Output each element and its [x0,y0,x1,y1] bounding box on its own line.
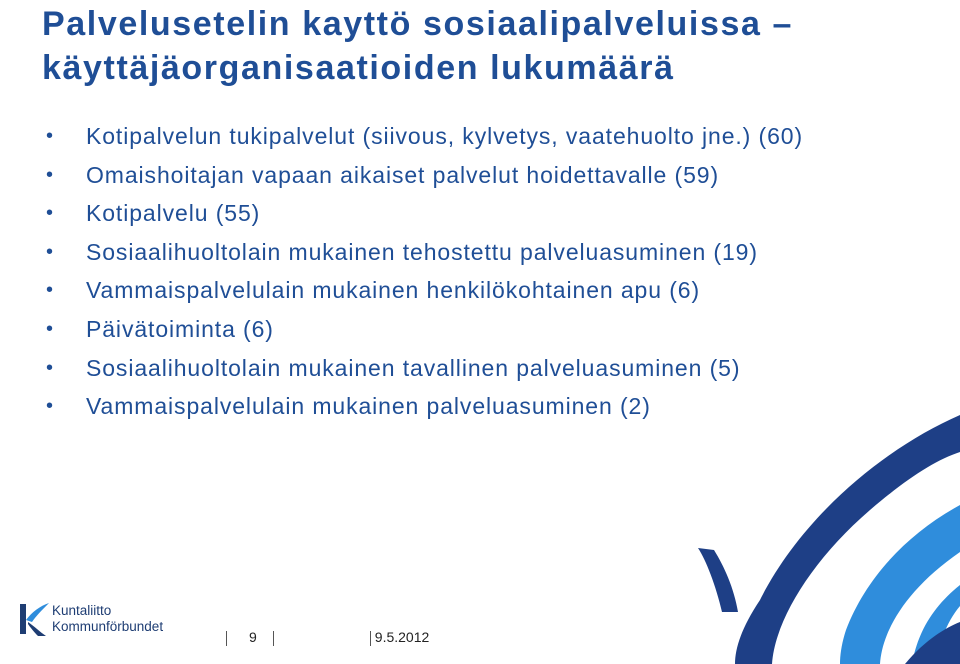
kuntaliitto-logo-icon [16,600,52,640]
bullet-item: • Vammaispalvelulain mukainen palveluasuminen (2) [46,387,906,426]
swoosh-dark-band [735,415,960,664]
swoosh-dark-tail [698,548,738,612]
page-number: 9 [249,629,257,645]
slide-footer [226,627,429,647]
logo-wordmark [52,603,163,635]
bullet-item: • Päivätoiminta (6) [46,310,906,349]
bullet-item: • Kotipalvelun tukipalvelut (siivous, kylvetys, vaatehuolto jne.) (60) [46,117,906,156]
organization-logo [16,600,196,644]
swoosh-light-band [840,505,960,664]
logo-line-swedish: Kommunförbundet [52,619,164,634]
bullet-list [46,117,906,426]
swoosh-light-thin [912,585,960,664]
swoosh-dark-base [905,622,960,664]
bullet-item: • Sosiaalihuoltolain mukainen tehostettu palveluasuminen (19) [46,233,906,272]
slide-title: Palvelusetelin kayttö sosiaalipalveluissa – käyttäjäorganisaatioiden lukumäärä [42,5,794,87]
bullet-item: • Kotipalvelu (55) [46,194,906,233]
bullet-item: • Omaishoitajan vapaan aikaiset palvelut hoidettavalle (59) [46,156,906,195]
logo-line-finnish: Kuntaliitto [52,603,112,618]
footer-divider [273,631,274,646]
slide-date: 9.5.2012 [374,629,430,645]
bullet-item: • Sosiaalihuoltolain mukainen tavallinen palveluasuminen (5) [46,349,906,388]
footer-divider [226,631,227,646]
footer-divider [370,631,371,646]
bullet-item: • Vammaispalvelulain mukainen henkilökohtainen apu (6) [46,271,906,310]
